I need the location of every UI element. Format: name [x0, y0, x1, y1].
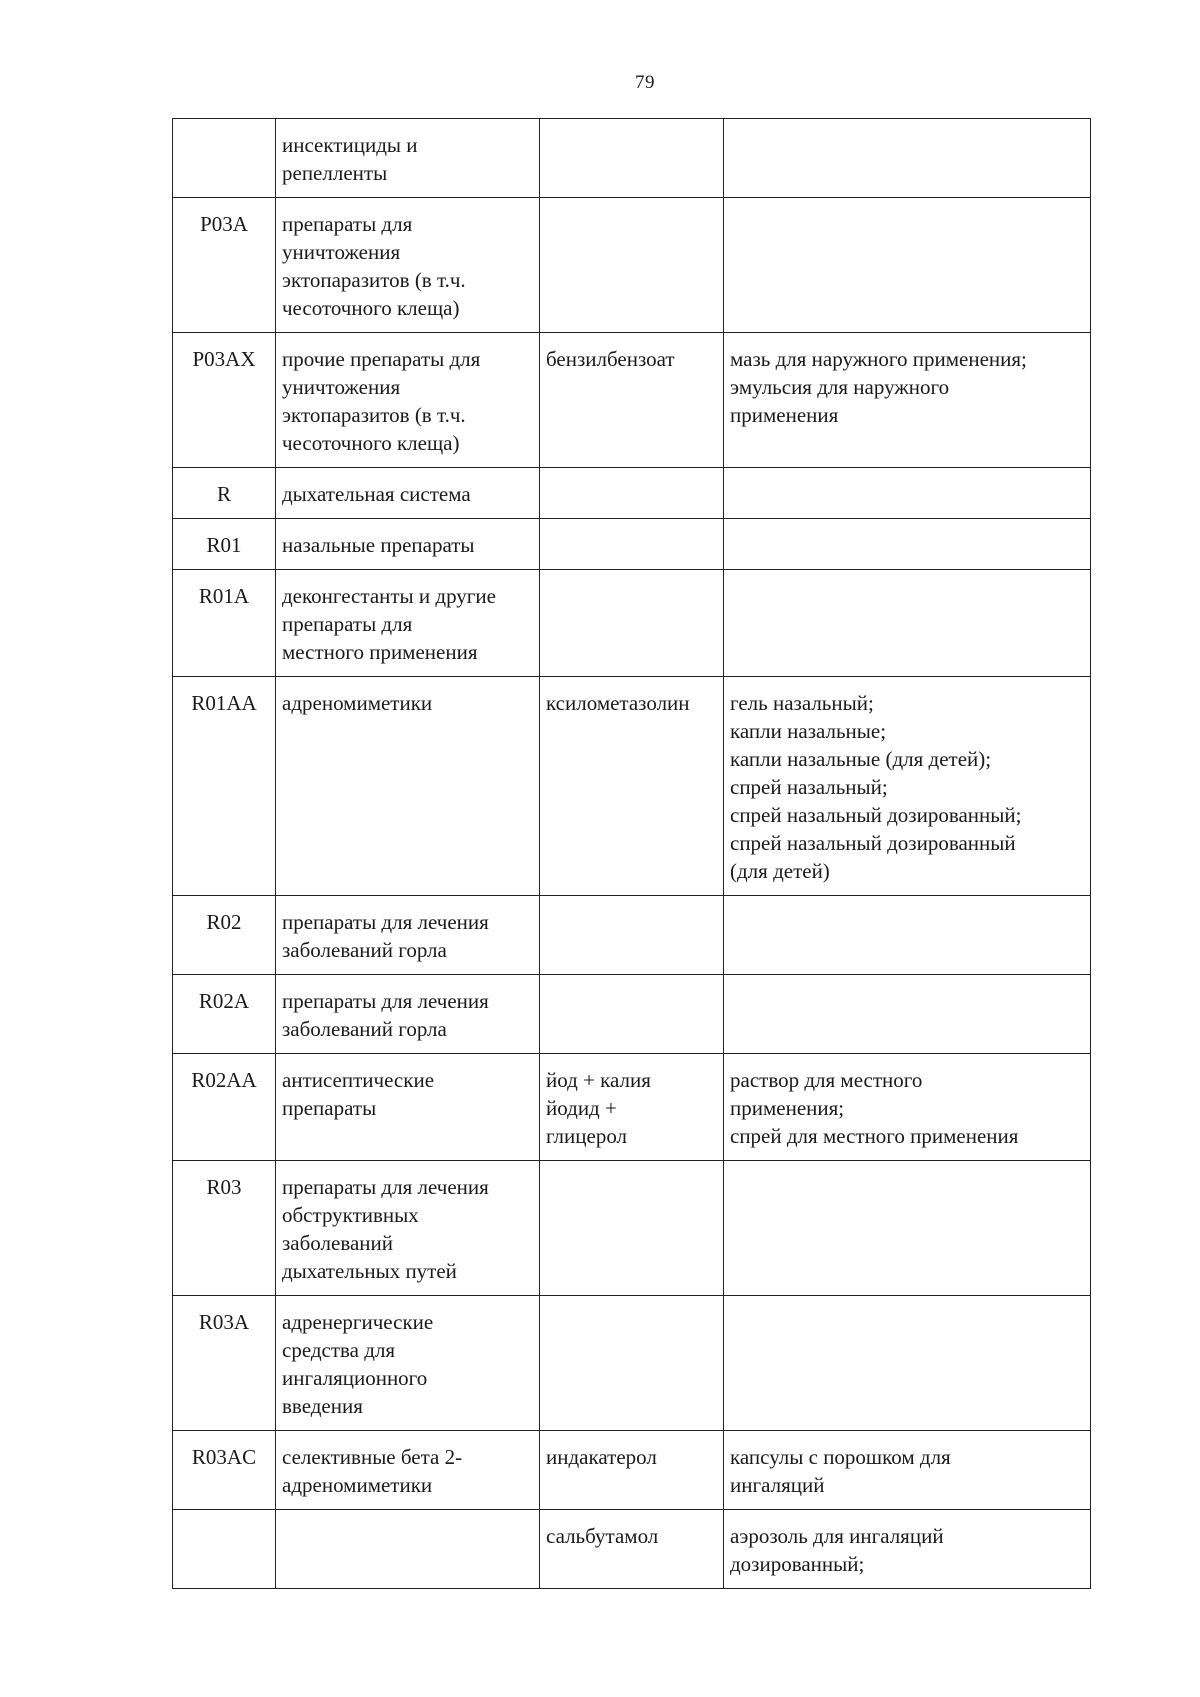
atc-code-cell: R01A	[173, 570, 276, 677]
group-cell	[276, 1510, 540, 1589]
atc-code-cell: R01	[173, 519, 276, 570]
atc-code-cell: R02AA	[173, 1054, 276, 1161]
dosage-form-cell	[724, 1161, 1091, 1296]
page-number: 79	[635, 72, 655, 93]
substance-cell	[540, 896, 724, 975]
table-row	[173, 677, 1091, 896]
substance-cell	[540, 119, 724, 198]
substance-cell	[540, 198, 724, 333]
dosage-form-cell: гель назальный; капли назальные; капли назальные (для детей); спрей назальный; спрей назальный дозированный; спрей назальный дозированный (для детей)	[724, 677, 1091, 896]
substance-cell: сальбутамол	[540, 1510, 724, 1589]
dosage-form-cell: капсулы с порошком для ингаляций	[724, 1431, 1091, 1510]
substance-cell	[540, 468, 724, 519]
table-row	[173, 333, 1091, 468]
table-row	[173, 198, 1091, 333]
table-row	[173, 570, 1091, 677]
group-cell: деконгестанты и другие препараты для местного применения	[276, 570, 540, 677]
substance-cell: йод + калия йодид + глицерол	[540, 1054, 724, 1161]
atc-code-cell: R03A	[173, 1296, 276, 1431]
dosage-form-cell: мазь для наружного применения; эмульсия для наружного применения	[724, 333, 1091, 468]
group-cell: препараты для лечения заболеваний горла	[276, 896, 540, 975]
dosage-form-cell	[724, 570, 1091, 677]
atc-code-cell: R02A	[173, 975, 276, 1054]
table-row	[173, 1161, 1091, 1296]
substance-cell: ксилометазолин	[540, 677, 724, 896]
dosage-form-cell	[724, 468, 1091, 519]
atc-code-cell: R02	[173, 896, 276, 975]
substance-cell: бензилбензоат	[540, 333, 724, 468]
group-cell: антисептические препараты	[276, 1054, 540, 1161]
substance-cell: индакатерол	[540, 1431, 724, 1510]
dosage-form-cell	[724, 1296, 1091, 1431]
dosage-form-cell: аэрозоль для ингаляций дозированный;	[724, 1510, 1091, 1589]
atc-code-cell: R03	[173, 1161, 276, 1296]
atc-code-cell	[173, 119, 276, 198]
atc-code-cell: R01AA	[173, 677, 276, 896]
dosage-form-cell	[724, 198, 1091, 333]
group-cell: инсектициды и репелленты	[276, 119, 540, 198]
table-row	[173, 119, 1091, 198]
substance-cell	[540, 1296, 724, 1431]
table-row	[173, 1510, 1091, 1589]
group-cell: дыхательная система	[276, 468, 540, 519]
group-cell: препараты для лечения обструктивных заболеваний дыхательных путей	[276, 1161, 540, 1296]
substance-cell	[540, 1161, 724, 1296]
dosage-form-cell	[724, 119, 1091, 198]
group-cell: селективные бета 2- адреномиметики	[276, 1431, 540, 1510]
drug-table	[172, 118, 1091, 1589]
atc-code-cell: P03A	[173, 198, 276, 333]
atc-code-cell	[173, 1510, 276, 1589]
dosage-form-cell	[724, 519, 1091, 570]
dosage-form-cell: раствор для местного применения; спрей для местного применения	[724, 1054, 1091, 1161]
substance-cell	[540, 519, 724, 570]
table-row	[173, 896, 1091, 975]
table-row	[173, 1431, 1091, 1510]
substance-cell	[540, 975, 724, 1054]
table-row	[173, 519, 1091, 570]
table-row	[173, 468, 1091, 519]
table-row	[173, 975, 1091, 1054]
group-cell: препараты для лечения заболеваний горла	[276, 975, 540, 1054]
table-row	[173, 1054, 1091, 1161]
group-cell: прочие препараты для уничтожения эктопаразитов (в т.ч. чесоточного клеща)	[276, 333, 540, 468]
atc-code-cell: R03AC	[173, 1431, 276, 1510]
group-cell: препараты для уничтожения эктопаразитов (в т.ч. чесоточного клеща)	[276, 198, 540, 333]
dosage-form-cell	[724, 975, 1091, 1054]
group-cell: адренергические средства для ингаляционного введения	[276, 1296, 540, 1431]
group-cell: адреномиметики	[276, 677, 540, 896]
atc-code-cell: P03AX	[173, 333, 276, 468]
substance-cell	[540, 570, 724, 677]
group-cell: назальные препараты	[276, 519, 540, 570]
dosage-form-cell	[724, 896, 1091, 975]
atc-code-cell: R	[173, 468, 276, 519]
table-row	[173, 1296, 1091, 1431]
